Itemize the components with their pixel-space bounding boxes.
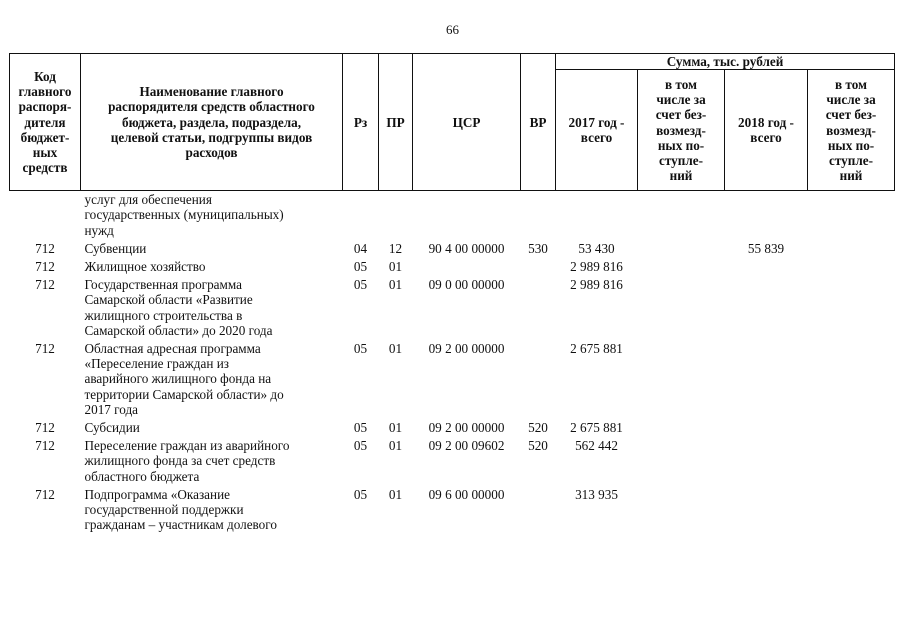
cell-pr: 01 <box>388 420 403 436</box>
header-csr: ЦСР <box>413 54 521 191</box>
table-row <box>10 438 895 487</box>
header-2018-total: 2018 год - всего <box>725 70 808 191</box>
header-name: Наименование главного распорядителя средств областного бюджета, раздела, подраздела, целевой статьи, подгруппы видов расходов <box>81 54 343 191</box>
cell-2018-free <box>808 191 895 241</box>
cell-2017-total: 313 935 <box>575 486 618 502</box>
header-vr: ВР <box>521 54 556 191</box>
cell-name: Жилищное хозяйство <box>84 259 206 275</box>
header-sum-group: Сумма, тыс. рублей <box>556 54 895 70</box>
cell-name: Субвенции <box>84 240 147 256</box>
cell-code <box>10 191 81 241</box>
budget-table <box>9 53 895 535</box>
table-row <box>10 420 895 438</box>
header-2017-free: в том числе за счет без- возмезд- ных по- ступле- ний <box>638 70 725 191</box>
header-pr: ПР <box>379 54 413 191</box>
cell-name: Подпрограмма «Оказание государственной поддержки гражданам – участникам долевого <box>84 486 277 533</box>
cell-code: 712 <box>35 259 55 275</box>
cell-pr: 12 <box>388 240 403 256</box>
cell-name: услуг для обеспечения государственных (муниципальных) нужд <box>84 192 284 238</box>
cell-vr: 520 <box>528 420 548 436</box>
table-header <box>10 54 895 191</box>
cell-csr: 09 6 00 00000 <box>428 486 505 502</box>
cell-2018-free <box>808 438 895 487</box>
cell-2018-total <box>725 277 808 341</box>
cell-vr <box>521 259 556 277</box>
cell-name: Областная адресная программа «Переселение граждан из аварийного жилищного фонда на территории Самарской области» до 2017 года <box>84 341 284 417</box>
cell-name: Субсидии <box>84 420 140 436</box>
cell-2018-free <box>808 277 895 341</box>
header-2018-free: в том числе за счет без- возмезд- ных по- ступле- ний <box>808 70 895 191</box>
cell-2017-total: 2 989 816 <box>570 259 623 275</box>
cell-2017-total: 562 442 <box>575 438 618 454</box>
cell-vr: 520 <box>528 438 548 454</box>
table-row <box>10 277 895 341</box>
cell-rz: 05 <box>353 420 368 436</box>
cell-vr <box>521 277 556 341</box>
cell-2018-free <box>808 241 895 259</box>
table-row <box>10 487 895 536</box>
cell-2018-total <box>725 191 808 241</box>
cell-rz: 05 <box>353 277 368 293</box>
cell-2018-free <box>808 487 895 536</box>
cell-2018-free <box>808 259 895 277</box>
cell-code: 712 <box>35 486 55 502</box>
cell-2018-total <box>725 259 808 277</box>
cell-code: 712 <box>35 438 55 454</box>
cell-rz: 04 <box>353 240 368 256</box>
cell-2017-free <box>638 277 725 341</box>
cell-csr: 09 2 00 09602 <box>428 438 505 454</box>
cell-rz: 05 <box>353 438 368 454</box>
cell-csr <box>413 191 521 241</box>
cell-2018-total <box>725 438 808 487</box>
cell-2018-total <box>725 420 808 438</box>
cell-2017-total: 2 675 881 <box>570 341 623 357</box>
table-row <box>10 341 895 420</box>
cell-2017-free <box>638 241 725 259</box>
cell-pr: 01 <box>388 259 403 275</box>
cell-rz: 05 <box>353 259 368 275</box>
cell-2017-free <box>638 487 725 536</box>
cell-code: 712 <box>35 420 55 436</box>
cell-code: 712 <box>35 341 55 357</box>
cell-2017-free <box>638 191 725 241</box>
cell-vr: 530 <box>528 240 548 256</box>
cell-2017-total: 2 675 881 <box>570 420 623 436</box>
cell-rz: 05 <box>353 486 368 502</box>
cell-2018-total: 55 839 <box>747 240 785 256</box>
cell-2017-total: 53 430 <box>578 240 615 256</box>
page-number: 66 <box>446 22 459 37</box>
cell-pr: 01 <box>388 438 403 454</box>
cell-vr <box>521 487 556 536</box>
cell-2017-free <box>638 259 725 277</box>
cell-pr <box>379 191 413 241</box>
cell-pr: 01 <box>388 277 403 293</box>
table-row <box>10 259 895 277</box>
cell-csr <box>413 259 521 277</box>
table-row <box>10 191 895 241</box>
header-2017-total: 2017 год - всего <box>556 70 638 191</box>
cell-2017-total <box>556 191 638 241</box>
cell-csr: 09 0 00 00000 <box>428 277 505 293</box>
table-body <box>10 191 895 536</box>
cell-rz: 05 <box>353 341 368 357</box>
cell-csr: 09 2 00 00000 <box>428 341 505 357</box>
cell-2018-total <box>725 487 808 536</box>
cell-2018-free <box>808 341 895 420</box>
cell-vr <box>521 341 556 420</box>
cell-2017-free <box>638 341 725 420</box>
cell-2017-free <box>638 420 725 438</box>
cell-pr: 01 <box>388 486 403 502</box>
table-row <box>10 241 895 259</box>
cell-2017-total: 2 989 816 <box>570 277 623 293</box>
header-code: Код главного распоря- дителя бюджет- ных средств <box>10 54 81 191</box>
cell-2018-total <box>725 341 808 420</box>
cell-rz <box>343 191 379 241</box>
cell-csr: 90 4 00 00000 <box>428 240 505 256</box>
cell-csr: 09 2 00 00000 <box>428 420 505 436</box>
cell-pr: 01 <box>388 341 403 357</box>
cell-2018-free <box>808 420 895 438</box>
cell-code: 712 <box>35 240 55 256</box>
cell-name: Государственная программа Самарской области «Развитие жилищного строительства в Самарской области» до 2020 года <box>84 277 273 338</box>
cell-vr <box>521 191 556 241</box>
cell-2017-free <box>638 438 725 487</box>
header-rz: Рз <box>343 54 379 191</box>
cell-name: Переселение граждан из аварийного жилищного фонда за счет средств областного бюджета <box>84 438 290 484</box>
cell-code: 712 <box>35 277 55 293</box>
